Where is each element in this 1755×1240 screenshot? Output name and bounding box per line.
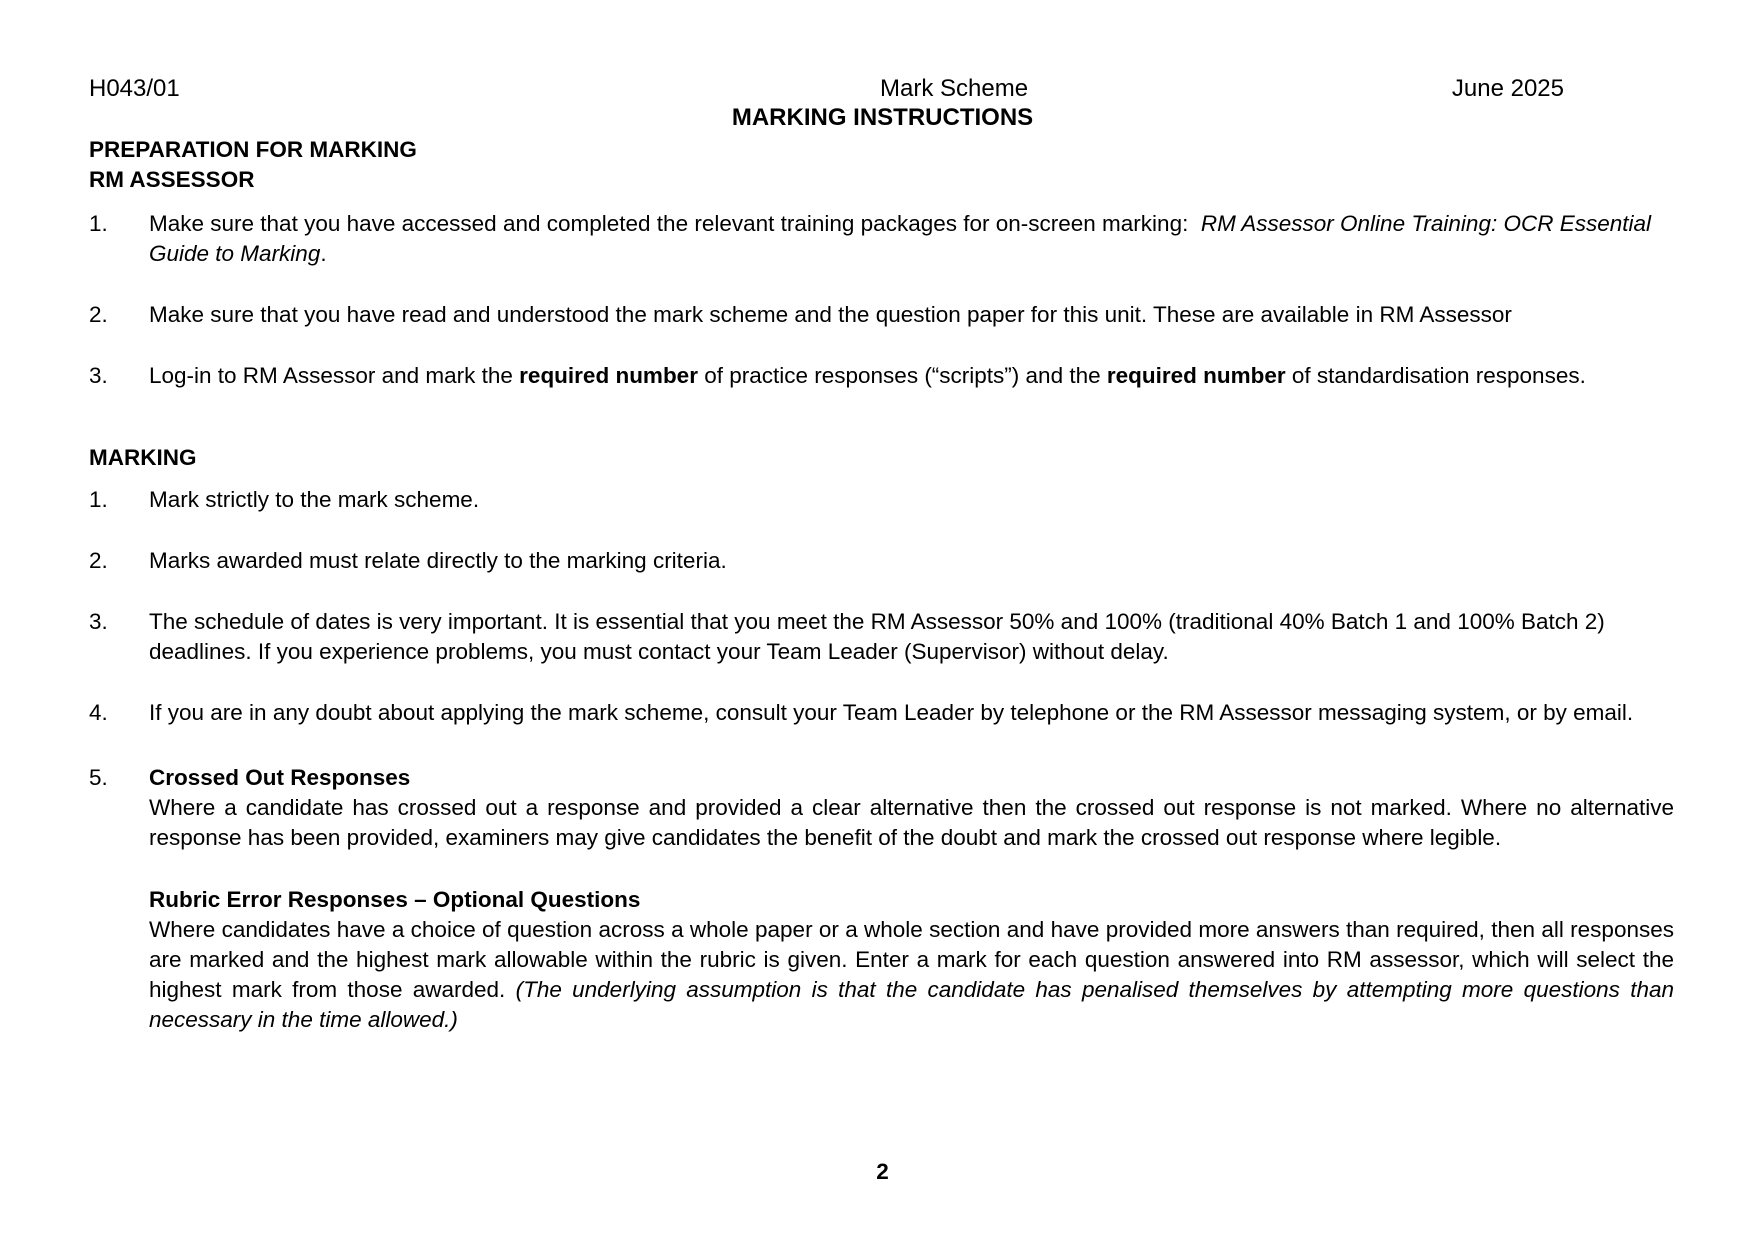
list-item	[89, 607, 1674, 669]
list-item-text: Make sure that you have accessed and completed the relevant training packages for on-screen marking: RM Assessor Online Training: OCR Essential Guide to Marking.	[149, 211, 1652, 266]
rubric-assumption-note: (The underlying assumption is that the candidate has penalised themselves by attempting more questions than necessary in the time allowed.)	[149, 977, 1674, 1032]
list-item	[89, 209, 1674, 271]
list-item	[89, 698, 1674, 730]
rubric-error-text: Where candidates have a choice of question across a whole paper or a whole section and have provided more answers than required, then all responses are marked and the highest mark allowable within the rubric is given. Enter a mark for each question answered into RM assessor, which will select the highest mark from those awarded. (The underlying assumption is that the candidate has penalised themselves by attempting more questions than necessary in the time allowed.)	[149, 917, 1674, 1032]
list-item-text: Mark strictly to the mark scheme.	[149, 487, 480, 512]
list-item	[89, 300, 1674, 332]
list-item-text: Marks awarded must relate directly to the marking criteria.	[149, 548, 727, 573]
list-item	[89, 361, 1674, 393]
list-item-text: Make sure that you have read and understood the mark scheme and the question paper for this unit. These are available in RM Assessor	[149, 302, 1512, 327]
list-item-text: If you are in any doubt about applying the mark scheme, consult your Team Leader by telephone or the RM Assessor messaging system, or by email.	[149, 700, 1634, 725]
list-item	[89, 763, 1674, 1063]
list-item-number: 1.	[89, 487, 108, 512]
document-type: Mark Scheme	[880, 75, 1029, 102]
list-item	[89, 546, 1674, 578]
preparation-heading: PREPARATION FOR MARKING	[89, 137, 417, 162]
spacer	[149, 853, 1674, 885]
rm-assessor-heading: RM ASSESSOR	[89, 167, 255, 192]
list-item-text: The schedule of dates is very important. It is essential that you meet the RM Assessor 50% and 100% (traditional 40% Batch 1 and 100% Batch 2) deadlines. If you experience problems, you must contact your Team Leader (Supervisor) without delay.	[149, 609, 1605, 664]
list-item-number: 3.	[89, 363, 108, 388]
list-item-number: 3.	[89, 609, 108, 634]
list-item-number: 1.	[89, 211, 108, 236]
list-item-number: 2.	[89, 302, 108, 327]
crossed-out-text: Where a candidate has crossed out a response and provided a clear alternative then the crossed out response is not marked. Where no alternative response has been provided, examiners may give candidates the benefit of the doubt and mark the crossed out response where legible.	[149, 795, 1674, 850]
list-item-text: Log-in to RM Assessor and mark the required number of practice responses (“scripts”) and the required number of standardisation responses.	[149, 363, 1586, 388]
document-code: H043/01	[89, 75, 180, 102]
page-title: MARKING INSTRUCTIONS	[731, 104, 1034, 131]
list-item	[89, 485, 1674, 517]
document-date: June 2025	[1451, 75, 1564, 102]
rubric-error-heading: Rubric Error Responses – Optional Questions	[149, 887, 641, 912]
list-item-number: 4.	[89, 700, 108, 725]
list-item-number: 2.	[89, 548, 108, 573]
marking-heading: MARKING	[89, 445, 197, 470]
page-number: 2	[876, 1159, 889, 1184]
training-guide-title: RM Assessor Online Training: OCR Essential Guide to Marking	[149, 211, 1652, 266]
list-item-content	[149, 763, 1674, 1035]
crossed-out-heading: Crossed Out Responses	[149, 765, 411, 790]
list-item-number: 5.	[89, 765, 108, 790]
